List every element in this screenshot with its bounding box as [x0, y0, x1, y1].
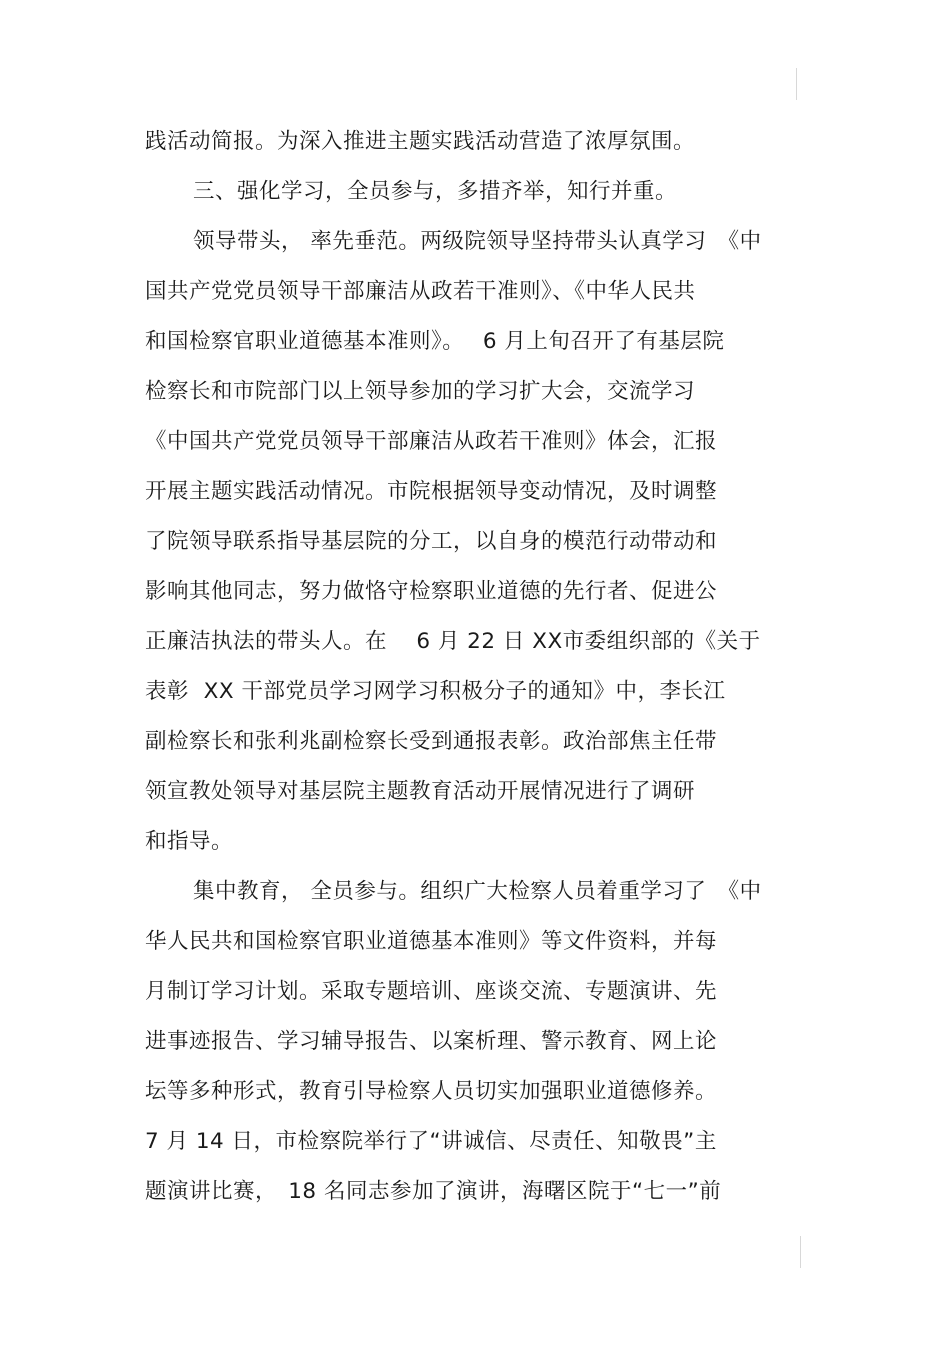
text-line: 和指导。: [145, 829, 234, 854]
text-line: 领宣教处领导对基层院主题教育活动开展情况进行了调研: [145, 779, 696, 804]
text-line: 题演讲比赛， 18 名同志参加了演讲，海曙区院于“七一”前: [145, 1179, 722, 1204]
margin-mark-bottom: [800, 1236, 801, 1268]
text-line: 影响其他同志，努力做恪守检察职业道德的先行者、促进公: [145, 579, 718, 604]
text-line: 践活动简报。为深入推进主题实践活动营造了浓厚氛围。: [145, 129, 696, 154]
text-line: 《中国共产党党员领导干部廉洁从政若干准则》体会，汇报: [145, 429, 718, 454]
text-line: 开展主题实践活动情况。市院根据领导变动情况，及时调整: [145, 479, 718, 504]
text-line: 集中教育， 全员参与。组织广大检察人员着重学习了 《中: [193, 879, 762, 904]
text-line: 华人民共和国检察官职业道德基本准则》等文件资料，并每: [145, 929, 718, 954]
text-line: 表彰 XX 干部党员学习网学习积极分子的通知》中，李长江: [145, 679, 726, 704]
text-line: 正廉洁执法的带头人。在 6 月 22 日 XX市委组织部的《关于: [145, 629, 761, 654]
text-line: 检察长和市院部门以上领导参加的学习扩大会，交流学习: [145, 379, 696, 404]
text-line: 领导带头， 率先垂范。两级院领导坚持带头认真学习 《中: [193, 229, 762, 254]
margin-mark-top: [796, 68, 797, 100]
text-line: 坛等多种形式，教育引导检察人员切实加强职业道德修养。: [145, 1079, 718, 1104]
text-line: 进事迹报告、学习辅导报告、以案析理、警示教育、网上论: [145, 1029, 718, 1054]
text-line: 副检察长和张利兆副检察长受到通报表彰。政治部焦主任带: [145, 729, 718, 754]
section-heading: 三、强化学习，全员参与，多措齐举，知行并重。: [193, 179, 678, 204]
text-line: 7 月 14 日，市检察院举行了“讲诚信、尽责任、知敬畏”主: [145, 1129, 717, 1154]
text-line: 月制订学习计划。采取专题培训、座谈交流、专题演讲、先: [145, 979, 718, 1004]
text-line: 国共产党党员领导干部廉洁从政若干准则》、《中华人民共: [145, 279, 696, 304]
text-line: 和国检察官职业道德基本准则》。 6 月上旬召开了有基层院: [145, 329, 725, 354]
text-line: 了院领导联系指导基层院的分工，以自身的模范行动带动和: [145, 529, 718, 554]
